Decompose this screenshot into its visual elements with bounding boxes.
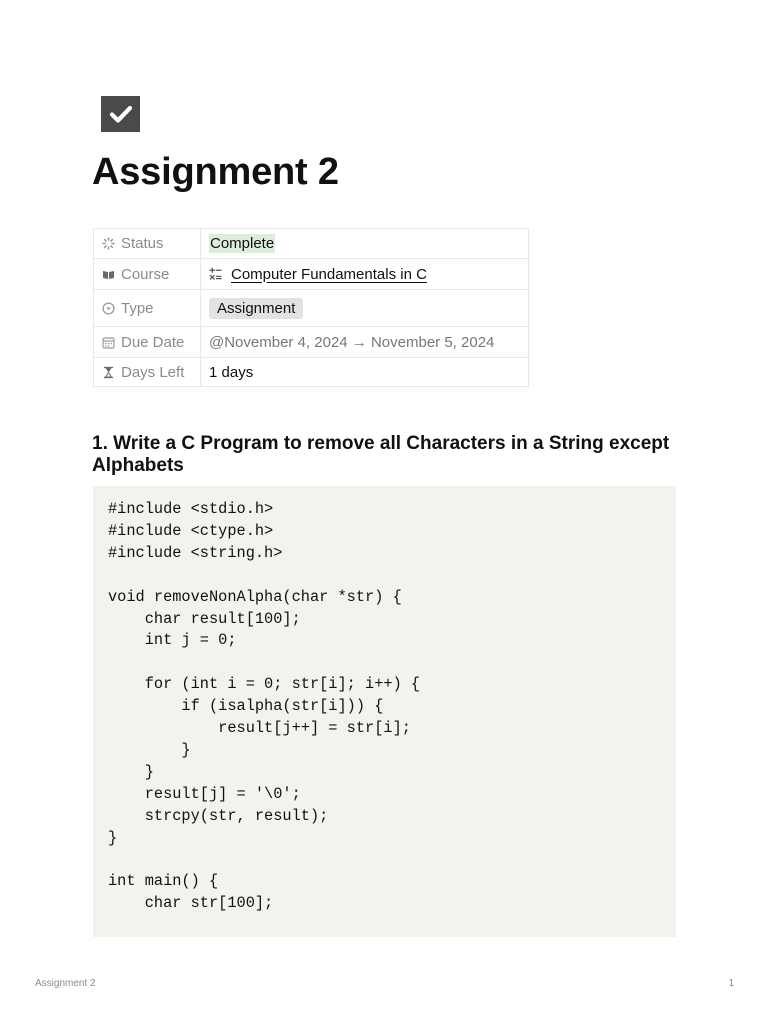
hourglass-icon [102,366,115,379]
properties-table [93,228,529,387]
property-row-due-date [94,327,529,358]
page-title: Assignment 2 [92,151,339,193]
checkbox-checked-icon [101,96,140,132]
course-value-cell[interactable] [201,259,529,290]
footer-page-title: Assignment 2 [35,978,96,989]
code-content[interactable]: #include <stdio.h> #include <ctype.h> #include <string.h> void removeNonAlpha(char *str) { char result[100]; int j = 0; for (int i = 0; str[i]; i++) { if (isalpha(str[i])) { result[j++] = str[i]; } } result[j] = '\0'; strcpy(str, result); } int main() { char str[100]; [108,500,421,913]
calendar-icon [102,336,115,349]
section-heading: 1. Write a C Program to remove all Characters in a String except Alphabets [92,433,670,476]
footer-page-number: 1 [728,978,734,989]
type-tag[interactable]: Assignment [209,298,303,319]
property-key-type: Type [121,299,154,317]
status-value-cell[interactable] [201,229,529,259]
property-row-days-left [94,358,529,387]
property-row-type [94,290,529,327]
book-icon [102,268,115,281]
due-date-value[interactable]: @November 4, 2024 → November 5, 2024 [209,333,495,351]
property-row-course [94,259,529,290]
status-badge[interactable]: Complete [210,235,275,252]
select-chevron-icon [102,302,115,315]
calculator-icon [209,268,222,281]
property-key-days-left: Days Left [121,363,185,381]
property-key-status: Status [121,235,164,252]
status-spinner-icon [102,237,115,250]
days-left-value-cell [201,358,529,387]
property-key-course: Course [121,265,170,283]
property-row-status [94,229,529,259]
type-value-cell[interactable] [201,290,529,327]
due-date-value-cell[interactable] [201,327,529,358]
property-key-due-date: Due Date [121,333,185,351]
days-left-value: 1 days [209,363,254,381]
course-link[interactable]: Computer Fundamentals in C [231,265,427,283]
code-block[interactable] [93,486,676,937]
